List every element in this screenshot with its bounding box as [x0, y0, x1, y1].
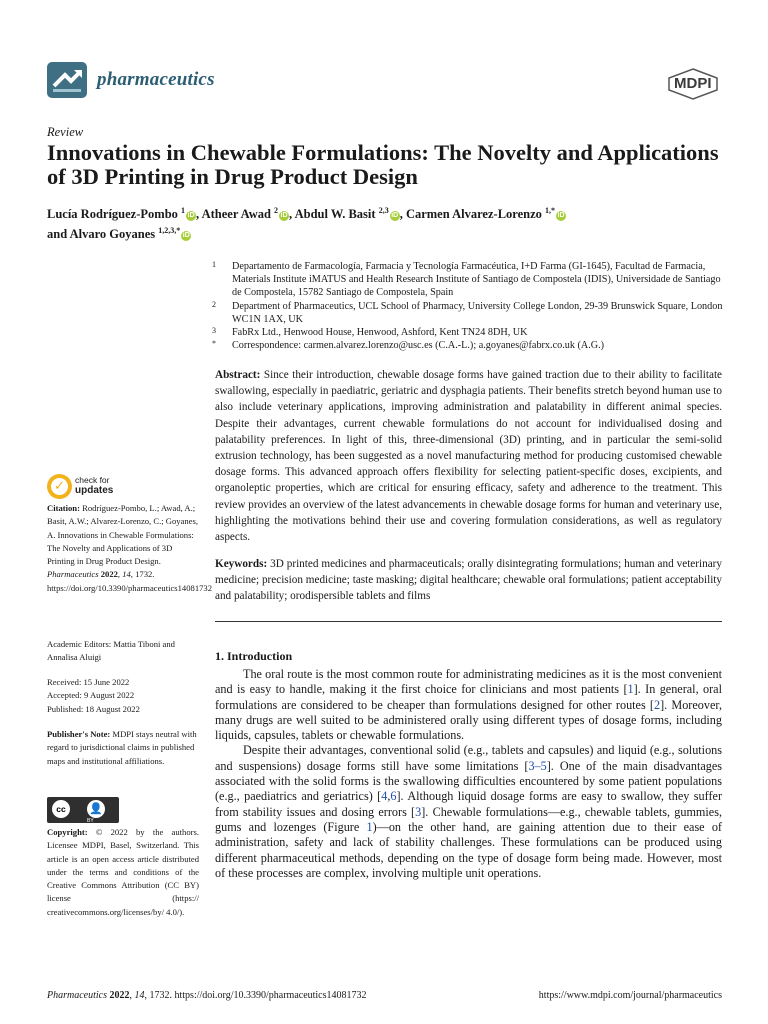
footer-year: 2022	[109, 990, 130, 1001]
correspondence-text[interactable]: Correspondence: carmen.alvarez.lorenzo@usc.es (C.A.-L.); a.goyanes@fabrx.co.uk (A.G.)	[232, 340, 605, 352]
publisher-note	[47, 728, 199, 768]
dates	[47, 676, 199, 716]
affiliation-number: 1	[212, 260, 216, 269]
orcid-icon[interactable]: iD	[557, 212, 565, 220]
orcid-icon[interactable]: iD	[182, 231, 190, 239]
footer-doi[interactable]: , 1732. https://doi.org/10.3390/pharmaceutics14081732	[144, 990, 367, 1001]
footer-journal-url[interactable]: https://www.mdpi.com/journal/pharmaceutics	[538, 990, 722, 1001]
copyright-label: Copyright:	[47, 827, 88, 837]
divider	[215, 621, 722, 622]
affiliation-text: FabRx Ltd., Henwood House, Henwood, Ashford, Kent TN24 8DH, UK	[232, 327, 528, 339]
author-name[interactable]: Lucía Rodríguez-Pombo	[47, 207, 178, 222]
accepted-date: Accepted: 9 August 2022	[47, 690, 135, 701]
author-list: Lucía Rodríguez-Pombo $^1$iD , Atheer Awad $^2$iD , Abdul W. Basit $^{2,3}$iD , Carmen Alvarez-Lorenzo $^{1,*}$iD and Alvaro Goyanes $^{1,2,3,*}$iD	[47, 206, 565, 241]
citation-link[interactable]: 1	[627, 682, 634, 697]
orcid-icon[interactable]: iD	[280, 212, 288, 220]
correspondence	[210, 339, 730, 352]
body-text	[215, 667, 722, 881]
affiliation	[210, 300, 730, 326]
text-run: ]. One of the main disadvantages associated with the solid forms is the swallowing difficulties encountered by some patient populations (e.g., paediatrics and geriatrics) [	[215, 758, 722, 804]
keywords-label: Keywords:	[215, 558, 268, 570]
mdpi-text: MDPI	[674, 75, 712, 92]
author-name[interactable]: Abdul W. Basit	[294, 207, 376, 222]
note-text: MDPI stays neutral with regard to jurisdictional claims in published maps and institutional affiliations.	[47, 729, 197, 766]
citation-label: Citation:	[47, 503, 80, 513]
affiliation-number: 3	[212, 326, 216, 336]
text-run: Despite their advantages, conventional solid (e.g., tablets and capsules) and liquid (e.g., solutions and suspensions) dosage forms still have some limitations [	[215, 743, 722, 773]
affiliation	[210, 326, 730, 339]
cc-by-icon[interactable]	[47, 797, 119, 823]
affiliation-text: Departamento de Farmacología, Farmacia y Tecnología Farmacéutica, I+D Farma (GI-1645), Facultad de Farmacia, Materials Institute iMATUS and Health Research Institute of Santiago de Compostela (IDIS), Universidade de Santiago de Compostela, 15782 Santiago de Compostela, Spain	[232, 261, 721, 299]
author-sup: 1,*	[545, 206, 556, 215]
author-name[interactable]: Atheer Awad	[201, 207, 271, 222]
published-date: Published: 18 August 2022	[47, 703, 140, 714]
check-updates-badge[interactable]	[47, 474, 177, 500]
cc-label: cc	[52, 800, 70, 818]
abstract-label: Abstract:	[215, 369, 261, 381]
citation-link[interactable]: 6	[390, 789, 397, 804]
check-line2: updates	[75, 484, 114, 496]
affiliation-number: 2	[212, 299, 216, 309]
check-line1: check for	[75, 475, 110, 485]
footer-journal: Pharmaceutics	[47, 990, 107, 1001]
author-sup: 2,3	[378, 206, 389, 215]
footer-volume: 14	[134, 990, 145, 1001]
text-run: ]. Moreover, many drugs are well suited to be administered orally using different types of dosage forms, including liquids, capsules, tablets or chewable formulations.	[215, 697, 722, 743]
affiliation-number: *	[212, 339, 216, 349]
citation: Citation: Rodríguez-Pombo, L.; Awad, A.; Basit, A.W.; Alvarez-Lorenzo, C.; Goyanes, A. Innovations in Chewable Formulations: The Novelty and Applications of 3D Printing in Drug Product Design. Pharmaceutics 2022, 14, 1732. https://doi.org/10.3390/pharmaceutics14081732	[47, 503, 213, 593]
citation-link[interactable]: 3–5	[528, 758, 547, 773]
text-run: )—on the other hand, are gaining attention due to their ease of administration, safety and lack of stability challenges. These formulations can be produced using different pharmaceutical methods, depending on the type of dosage form being made. However, most of these processes are complex, involving multiple unit operations.	[215, 819, 722, 880]
keywords-text: 3D printed medicines and pharmaceuticals; orally disintegrating formulations; human and veterinary medicine; precision medicine; taste masking; digital healthcare; chewable oral formulations; patient acceptability and palatability; orodispersible tablets and films	[215, 558, 722, 603]
journal-logo-icon	[47, 62, 87, 98]
body-paragraph	[215, 667, 722, 743]
check-updates-icon: ✓	[47, 474, 72, 499]
author-sup: 2	[274, 206, 279, 215]
text-run: ]. In general, oral formulations are considered to be cheaper than formulations designed for other routes [	[215, 682, 722, 712]
citation-link[interactable]: 4	[381, 789, 388, 804]
abstract	[215, 367, 722, 545]
received-date: Received: 15 June 2022	[47, 677, 130, 687]
citation-text: Rodríguez-Pombo, L.; Awad, A.; Basit, A.W.; Alvarez-Lorenzo, C.; Goyanes, A. Innovations in Chewable Formulations: The Novelty and Applications of 3D Printing in Drug Product Design.	[47, 503, 198, 567]
abstract-text: Since their introduction, chewable dosage forms have gained traction due to their ability to facilitate swallowing, especially in paediatric, geriatric and dysphagia patients. Their benefits stretch beyond human use to also include veterinary applications, improving administration and palatability in different animal species. Despite their advantages, current chewable formulations do not account for individualised dosing and palatability preferences. In light of this, three-dimensional (3D) printing, and in particular the semi-solid extrusion technology, has been suggested as a novel manufacturing method for producing customised chewable dosage forms. This advanced approach offers flexibility for selecting patient-specific doses, excipients, and organoleptic properties, which are critical for ensuring efficacy, safety and adherence to the treatment. This review provides an overview of the latest advancements in chewable dosage forms for human and veterinary use, highlighting the motivations behind their use and covering formulation considerations, as well as regulatory aspects.	[215, 369, 723, 544]
copyright	[47, 826, 199, 919]
citation-link[interactable]: 3	[415, 804, 422, 819]
citation-link[interactable]: 1	[366, 819, 373, 834]
person-icon: 👤	[87, 800, 105, 818]
copyright-text: © 2022 by the authors. Licensee MDPI, Basel, Switzerland. This article is an open access article distributed under the terms and conditions of the Creative Commons Attribution (CC BY) license (https:// creativecommons.org/licenses/by/ 4.0/).	[47, 827, 199, 917]
orcid-icon[interactable]: iD	[187, 212, 195, 220]
section-heading: 1. Introduction	[215, 649, 293, 663]
body-paragraph	[215, 743, 722, 881]
affiliation	[210, 260, 730, 300]
footer-citation: Pharmaceutics 2022, 14, 1732. https://doi.org/10.3390/pharmaceutics14081732	[47, 990, 367, 1001]
text-run: ]. Chewable formulations—e.g., chewable tablets, gummies, gums and lozenges (Figure	[215, 804, 722, 834]
citation-year: 2022	[100, 569, 118, 580]
cc-by-label: BY	[87, 818, 94, 824]
author-sup: 1	[181, 206, 186, 215]
author-sup: 1,2,3,*	[158, 225, 181, 235]
citation-volume: 14	[122, 569, 131, 580]
citation-doi[interactable]: , 1732. https://doi.org/10.3390/pharmaceutics14081732	[47, 569, 213, 593]
author-name[interactable]: Carmen Alvarez-Lorenzo	[405, 207, 542, 222]
journal-name[interactable]: pharmaceutics	[97, 69, 215, 90]
text-run: ]. Although liquid dosage forms are easy to swallow, they suffer from stability issues and dosing errors [	[215, 789, 722, 819]
affiliations	[210, 260, 730, 352]
mdpi-logo[interactable]	[667, 68, 719, 100]
article-title: Innovations in Chewable Formulations: The Novelty and Applications of 3D Printing in Drug Product Design	[47, 140, 719, 189]
text-run: The oral route is the most common route for administrating medicines as it is the most convenient and is easy to handle, making it the first choice for clinicians and most patients [	[215, 667, 722, 697]
keywords	[215, 556, 722, 605]
orcid-icon[interactable]: iD	[391, 212, 399, 220]
affiliation-text: Department of Pharmaceutics, UCL School of Pharmacy, University College London, 29-39 Brunswick Square, London WC1N 1AX, UK	[232, 300, 723, 325]
article-type: Review	[47, 125, 84, 139]
author-name[interactable]: and Alvaro Goyanes	[47, 226, 156, 241]
citation-link[interactable]: 2	[653, 697, 661, 712]
citation-journal: Pharmaceutics	[47, 569, 99, 580]
note-label: Publisher's Note:	[47, 729, 111, 739]
text-run: ,	[387, 789, 391, 804]
academic-editors: Academic Editors: Mattia Tiboni and Annalisa Aluigi	[47, 639, 175, 663]
